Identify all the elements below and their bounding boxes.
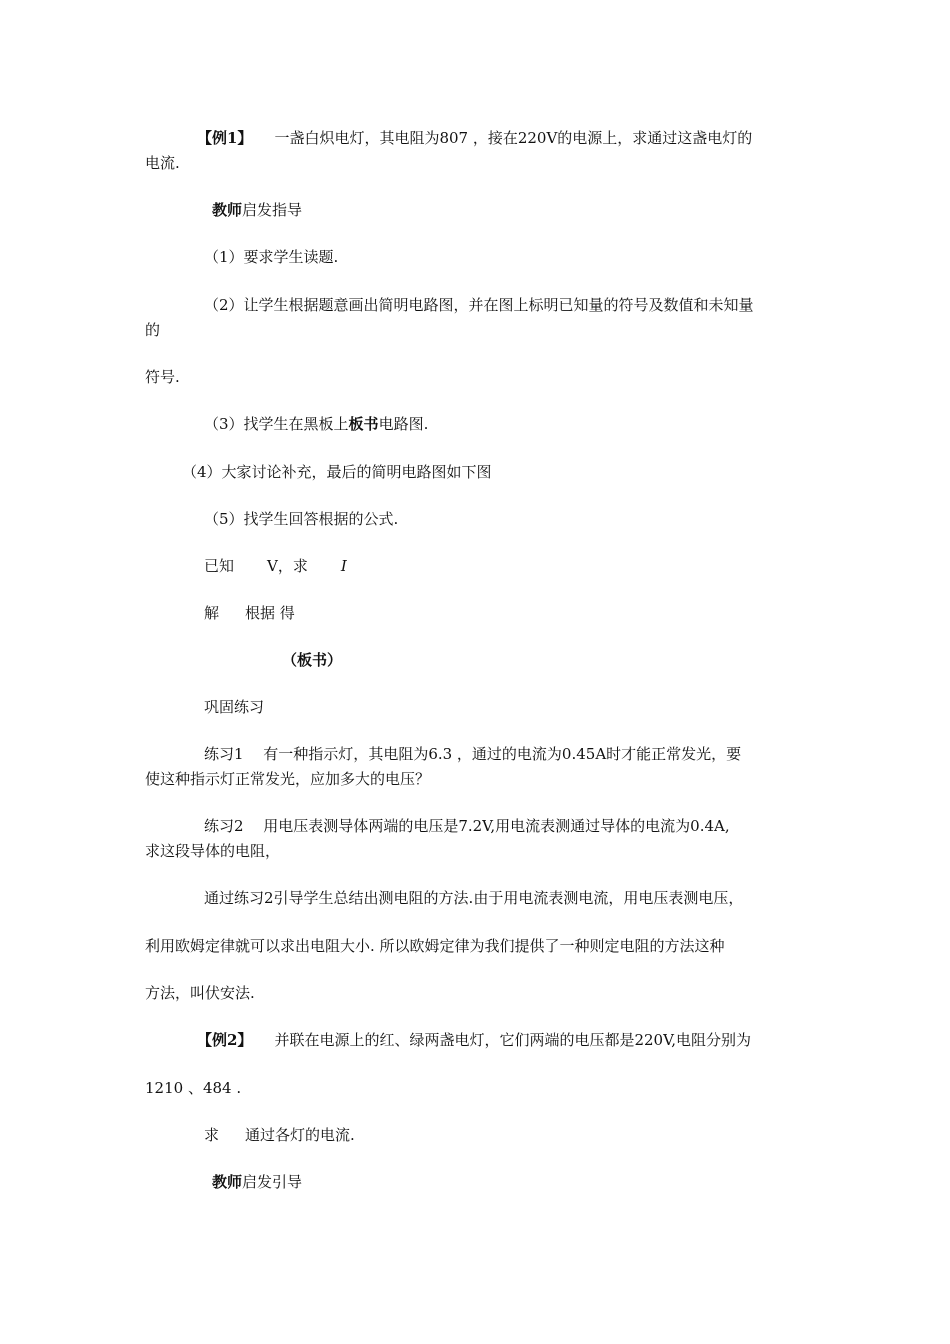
step-2-line3: 符号. <box>145 368 180 386</box>
example2-tag: 【例2】 <box>197 1031 253 1049</box>
practice-title: 巩固练习 <box>204 698 265 716</box>
board-note: （板书） <box>282 651 343 669</box>
example2-line2: 1210 、484 . <box>145 1079 242 1097</box>
example2-text: 并联在电源上的红、绿两盏电灯，它们两端的电压都是220V,电阻分别为 <box>274 1031 752 1049</box>
exercise1-line2: 使这种指示灯正常发光，应加多大的电压？ <box>145 770 431 788</box>
solve-text: 根据 得 <box>245 604 295 622</box>
exercise2-line1: 练习2 用电压表测导体两端的电压是7.2V,用电流表测通过导体的电流为0.4A, <box>204 817 730 835</box>
step-4: （4）大家讨论补充，最后的简明电路图如下图 <box>182 463 492 481</box>
guide1-heading <box>212 200 302 220</box>
step-2-line1: （2）让学生根据题意画出简明电路图，并在图上标明已知量的符号及数值和未知量 <box>204 296 754 314</box>
example1-line1 <box>197 128 752 148</box>
example2-line1 <box>197 1030 751 1050</box>
guide1-rest: 启发指导 <box>242 201 303 219</box>
step-3-board: 板书 <box>348 415 379 433</box>
step-3 <box>204 414 428 434</box>
example2-q-text: 通过各灯的电流. <box>245 1126 355 1144</box>
guide1-bold: 教师 <box>212 201 243 219</box>
solve-label: 解 <box>204 604 220 622</box>
exercise1-line1: 练习1 有一种指示灯，其电阻为6.3 ，通过的电流为0.45A时才能正常发光，要 <box>204 745 742 763</box>
given-line <box>204 556 347 576</box>
example2-q-label: 求 <box>204 1126 220 1144</box>
step-2-line2: 的 <box>145 321 161 339</box>
exercise2-line2: 求这段导体的电阻， <box>145 842 281 860</box>
example1-text: 一盏白炽电灯，其电阻为807 ，接在220V的电源上，求通过这盏电灯的 <box>274 129 753 147</box>
step-1: （1）要求学生读题. <box>204 248 339 266</box>
guide2-heading <box>212 1172 302 1192</box>
example1-line2: 电流. <box>145 154 180 172</box>
given-label: 已知 <box>204 557 235 575</box>
step-3-text-c: 电路图. <box>378 415 429 433</box>
given-var: I <box>340 557 347 575</box>
summary-line2: 利用欧姆定律就可以求出电阻大小. 所以欧姆定律为我们提供了一种则定电阻的方法这种 <box>145 937 725 955</box>
guide2-bold: 教师 <box>212 1173 243 1191</box>
example2-question <box>204 1125 355 1145</box>
example1-tag: 【例1】 <box>197 129 253 147</box>
summary-line3: 方法，叫伏安法. <box>145 984 255 1002</box>
guide2-rest: 启发引导 <box>242 1173 303 1191</box>
solve-line <box>204 603 295 623</box>
step-3-text-a: （3）找学生在黑板上 <box>204 415 349 433</box>
step-5: （5）找学生回答根据的公式. <box>204 510 399 528</box>
given-unit: V，求 <box>267 557 308 575</box>
summary-line1: 通过练习2引导学生总结出测电阻的方法.由于用电流表测电流，用电压表测电压， <box>204 889 744 907</box>
